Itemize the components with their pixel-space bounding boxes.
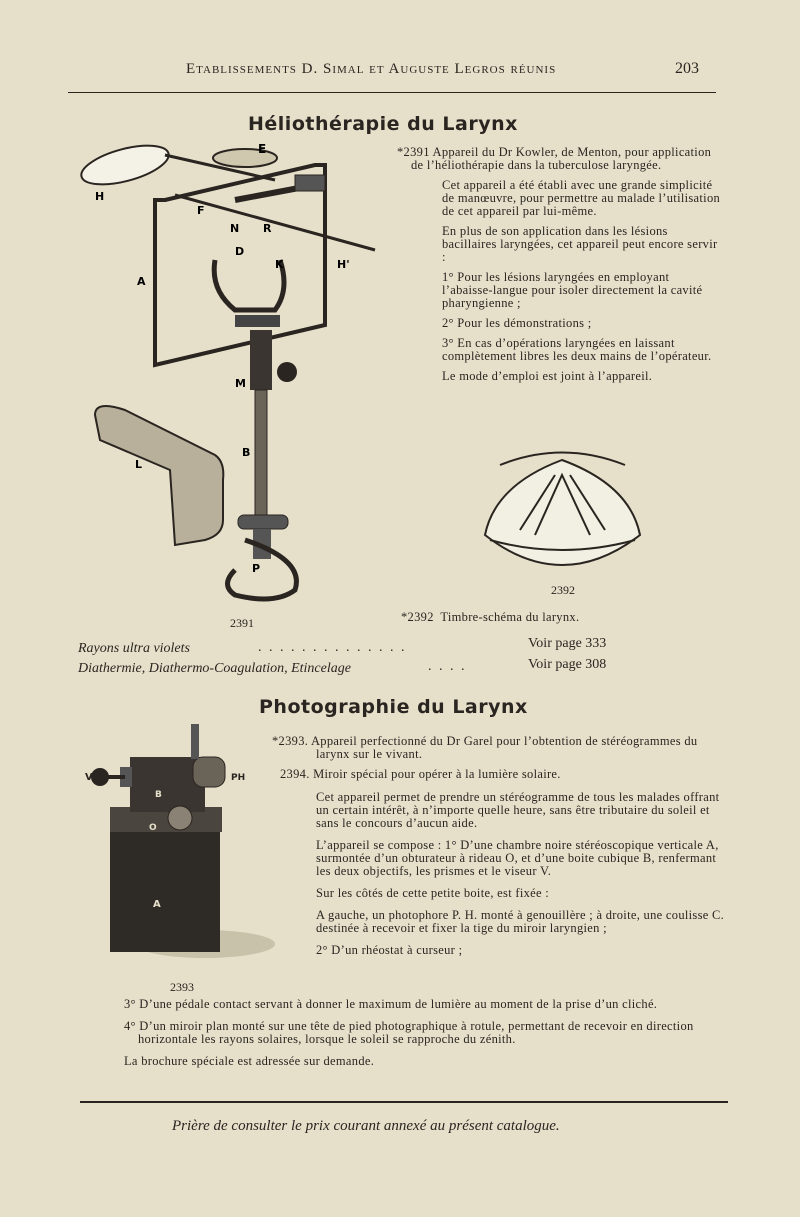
ref-diathermie-page: Voir page 308 <box>528 657 607 672</box>
photographie-p3: Sur les côtés de cette petite boite, est fixée : <box>316 886 550 900</box>
ref-diathermie-dots: . . . . <box>428 659 467 674</box>
svg-text:PH: PH <box>231 773 246 783</box>
page-number: 203 <box>675 60 699 77</box>
item-2391-intro: Appareil du Dr Kowler, de Menton, pour application de l’héliothérapie dans la tuberculose laryngée. <box>411 145 712 172</box>
figure-2392-caption: 2392 <box>551 583 575 597</box>
running-header: Etablissements D. Simal et Auguste Legros réunis <box>186 61 557 77</box>
svg-text:H': H' <box>337 258 350 271</box>
svg-text:Z: Z <box>118 792 125 802</box>
section-title-heliotherapie: Héliothérapie du Larynx <box>248 113 518 135</box>
item-2393-text: Appareil perfectionné du Dr Garel pour l’obtention de stéréogrammes du larynx sur le vivant. <box>310 734 698 761</box>
header-rule <box>68 92 716 93</box>
ref-uv-dots: . . . . . . . . . . . . . . <box>258 640 407 655</box>
svg-text:A: A <box>153 899 161 910</box>
photographie-p8: La brochure spéciale est adressée sur demande. <box>124 1054 375 1068</box>
figure-2391-caption: 2391 <box>230 616 254 630</box>
item-2391-list-1: 1° Pour les lésions laryngées en employant l’abaisse-langue pour isoler directement la cavité pharyngienne ; <box>442 270 703 310</box>
photographie-p7: 4° D’un miroir plan monté sur une tête de pied photographique à rotule, permettant de recevoir en direction horizontale les rayons solaires, lorsque le soleil se rapproche du zénith. <box>124 1019 694 1046</box>
item-2392-text: Timbre-schéma du larynx. <box>440 610 580 624</box>
item-2391-p2: En plus de son application dans les lésions bacillaires laryngées, cet appareil peut encore servir : <box>442 224 718 264</box>
svg-text:B: B <box>242 446 251 459</box>
item-2391-list-2: 2° Pour les démonstrations ; <box>442 316 592 330</box>
svg-text:K: K <box>275 258 284 271</box>
svg-text:V: V <box>85 772 93 783</box>
label-E: E <box>258 142 267 156</box>
figure-2391-illustration <box>75 140 395 610</box>
photographie-p2: L’appareil se compose : 1° D’une chambre noire stéréoscopique verticale A, surmontée d’un obturateur à rideau O, et d’une boite cubique B, renfermant les deux objectifs, les prismes et le viseur V. <box>316 838 719 878</box>
svg-text:M: M <box>235 377 246 390</box>
svg-text:O: O <box>149 823 157 833</box>
photographie-p6: 3° D’une pédale contact servant à donner le maximum de lumière au moment de la prise d’un cliché. <box>124 997 658 1011</box>
item-2393-number: *2393. <box>272 734 309 748</box>
ref-diathermie-label: Diathermie, Diathermo-Coagulation, Etincelage <box>78 661 351 676</box>
item-2391-p3: Le mode d’emploi est joint à l’appareil. <box>442 369 653 383</box>
svg-text:L: L <box>135 458 143 471</box>
section-title-photographie: Photographie du Larynx <box>259 696 528 718</box>
svg-text:R: R <box>263 222 272 235</box>
footer-rule <box>80 1101 728 1103</box>
svg-text:B: B <box>155 790 162 800</box>
item-2394-text: Miroir spécial pour opérer à la lumière solaire. <box>313 767 561 781</box>
ref-uv-label: Rayons ultra violets <box>78 641 190 656</box>
item-2391-list-3: 3° En cas d’opérations laryngées en laissant complètement libres les deux mains de l’opérateur. <box>442 336 712 363</box>
item-2392-number: *2392 <box>401 610 434 624</box>
svg-text:H: H <box>95 190 105 203</box>
item-2391-number: *2391 <box>397 145 430 159</box>
photographie-p5: 2° D’un rhéostat à curseur ; <box>316 943 463 957</box>
footer-note: Prière de consulter le prix courant annexé au présent catalogue. <box>172 1118 560 1134</box>
svg-text:F: F <box>197 204 205 217</box>
item-2392 <box>401 611 579 624</box>
ref-uv-page: Voir page 333 <box>528 636 607 651</box>
photographie-p4: A gauche, un photophore P. H. monté à genouillère ; à droite, une coulisse C. destinée à recevoir et fixer la tige du miroir laryngien ; <box>316 908 725 935</box>
svg-text:D: D <box>235 245 245 258</box>
figure-2393-caption: 2393 <box>170 980 194 994</box>
item-2394-number: 2394. <box>280 767 310 781</box>
svg-text:P: P <box>252 562 261 575</box>
photographie-block-wide <box>124 998 730 1075</box>
figure-2392-larynx-schema <box>480 445 645 575</box>
photographie-block <box>272 735 728 964</box>
item-2391-p1: Cet appareil a été établi avec une grande simplicité de manœuvre, pour permettre au malade l’utilisation de cet appareil par lui-même. <box>442 178 721 218</box>
figure-2393-camera <box>85 722 275 972</box>
item-2391-block <box>397 146 722 390</box>
svg-text:A: A <box>137 275 146 288</box>
svg-text:N: N <box>230 222 240 235</box>
photographie-p1: Cet appareil permet de prendre un stéréogramme de tous les malades offrant un certain intérêt, à n’importe quelle heure, sans être tributaire du soleil et sans le concours d’aucun aide. <box>316 790 720 830</box>
